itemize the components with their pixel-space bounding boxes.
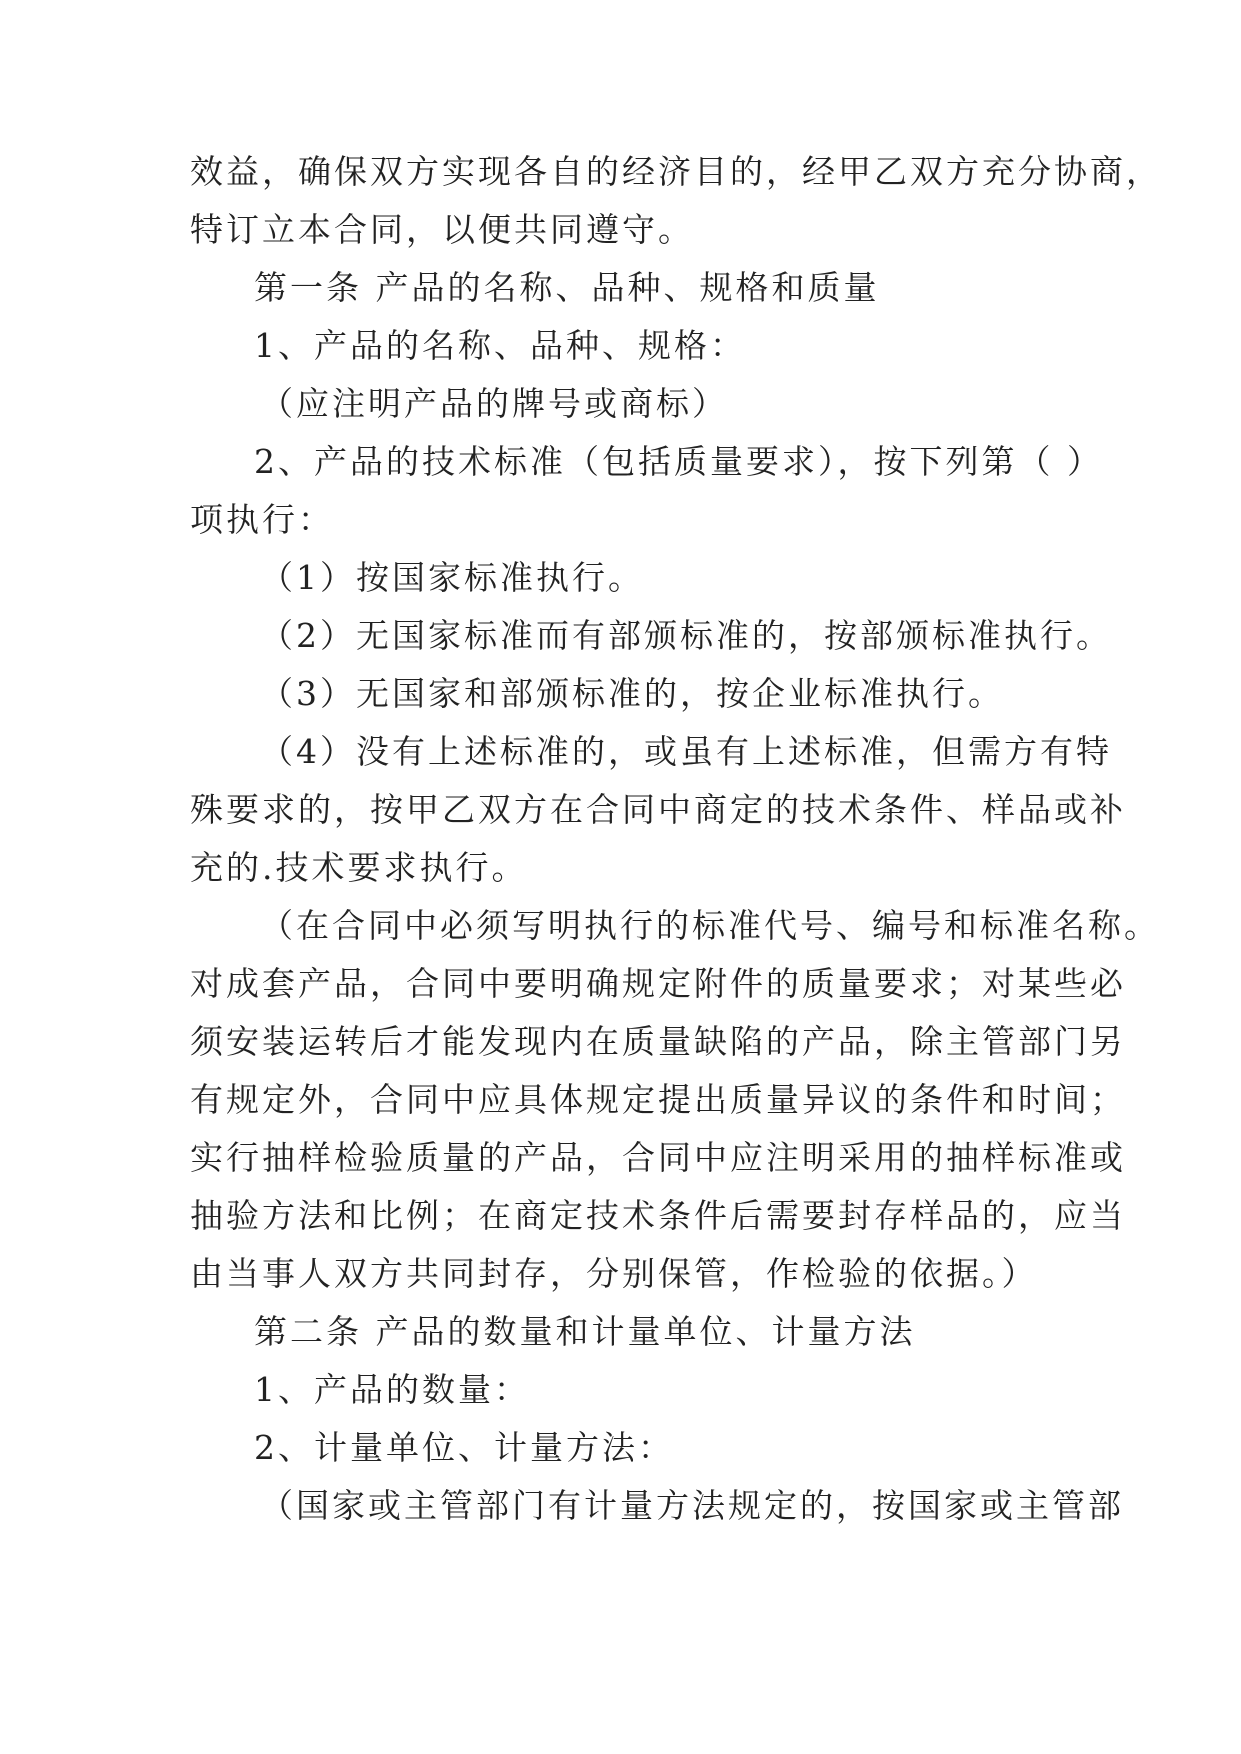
text-line: 2、产品的技术标准（包括质量要求），按下列第（ ） [254, 442, 1103, 481]
text-line: 2、计量单位、计量方法： [254, 1428, 674, 1467]
text-line: 殊要求的，按甲乙双方在合同中商定的技术条件、样品或补 [190, 790, 1126, 829]
text-line: 抽验方法和比例；在商定技术条件后需要封存样品的，应当 [190, 1196, 1126, 1235]
text-line: 1、产品的名称、品种、规格： [254, 326, 746, 365]
text-line: （3）无国家和部颁标准的，按企业标准执行。 [260, 674, 1004, 713]
text-line: （在合同中必须写明执行的标准代号、编号和标准名称。 [260, 906, 1160, 945]
text-line: （4）没有上述标准的，或虽有上述标准，但需方有特 [260, 732, 1112, 771]
text-line: 效益，确保双方实现各自的经济目的，经甲乙双方充分协商， [190, 152, 1162, 191]
text-line: 1、产品的数量： [254, 1370, 530, 1409]
text-line: 充的.技术要求执行。 [190, 848, 528, 887]
text-line: 须安装运转后才能发现内在质量缺陷的产品，除主管部门另 [190, 1022, 1126, 1061]
article-heading: 第一条 产品的名称、品种、规格和质量 [254, 268, 880, 307]
article-heading: 第二条 产品的数量和计量单位、计量方法 [254, 1312, 916, 1351]
text-line: （1）按国家标准执行。 [260, 558, 644, 597]
text-line: 有规定外，合同中应具体规定提出质量异议的条件和时间； [190, 1080, 1126, 1119]
text-line: 特订立本合同，以便共同遵守。 [190, 210, 694, 249]
text-line: 由当事人双方共同封存，分别保管，作检验的依据。） [190, 1254, 1038, 1293]
text-line: 项执行： [190, 500, 334, 539]
text-line: 实行抽样检验质量的产品，合同中应注明采用的抽样标准或 [190, 1138, 1126, 1177]
text-line: 对成套产品，合同中要明确规定附件的质量要求；对某些必 [190, 964, 1126, 1003]
text-line: （国家或主管部门有计量方法规定的，按国家或主管部 [260, 1486, 1124, 1525]
text-line: （2）无国家标准而有部颁标准的，按部颁标准执行。 [260, 616, 1112, 655]
text-line: （应注明产品的牌号或商标） [260, 384, 728, 423]
